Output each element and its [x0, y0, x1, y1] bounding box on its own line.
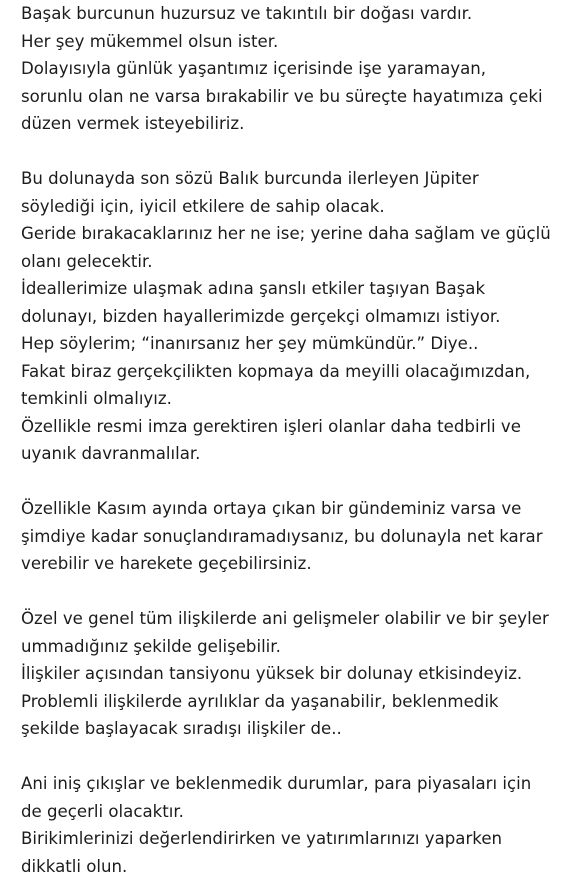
text-line: Özellikle Kasım ayında ortaya çıkan bir gündeminiz varsa ve: [21, 495, 573, 523]
text-line: Özellikle resmi imza gerektiren işleri olanlar daha tedbirli ve: [21, 413, 573, 441]
text-line: Geride bırakacaklarınız her ne ise; yerine daha sağlam ve güçlü: [21, 220, 573, 248]
text-line: şimdiye kadar sonuçlandıramadıysanız, bu dolunayla net karar: [21, 523, 573, 551]
text-line: Başak burcunun huzursuz ve takıntılı bir doğası vardır.: [21, 0, 573, 28]
text-line: Özel ve genel tüm ilişkilerde ani gelişmeler olabilir ve bir şeyler: [21, 605, 573, 633]
text-line: Her şey mükemmel olsun ister.: [21, 28, 573, 56]
text-line: şekilde başlayacak sıradışı ilişkiler de..: [21, 715, 573, 743]
text-line: Hep söylerim; “inanırsanız her şey mümkündür.” Diye..: [21, 330, 573, 358]
paragraph-2: [21, 165, 573, 468]
text-line: Ani iniş çıkışlar ve beklenmedik durumlar, para piyasaları için: [21, 770, 573, 798]
text-line: temkinli olmalıyız.: [21, 385, 573, 413]
text-line: dolunayı, bizden hayallerimizde gerçekçi olmamızı istiyor.: [21, 303, 573, 331]
paragraph-3: [21, 495, 573, 578]
text-line: dikkatli olun.: [21, 853, 573, 880]
text-line: ummadığınız şekilde gelişebilir.: [21, 633, 573, 661]
paragraph-1: [21, 0, 573, 138]
text-line: Bu dolunayda son sözü Balık burcunda ilerleyen Jüpiter: [21, 165, 573, 193]
paragraph-4: [21, 605, 573, 743]
text-line: Dolayısıyla günlük yaşantımız içerisinde işe yaramayan,: [21, 55, 573, 83]
text-line: İlişkiler açısından tansiyonu yüksek bir dolunay etkisindeyiz.: [21, 660, 573, 688]
text-line: düzen vermek isteyebiliriz.: [21, 110, 573, 138]
document-text: [21, 0, 573, 880]
text-line: uyanık davranmalılar.: [21, 440, 573, 468]
text-line: olanı gelecektir.: [21, 248, 573, 276]
text-line: verebilir ve harekete geçebilirsiniz.: [21, 550, 573, 578]
text-line: de geçerli olacaktır.: [21, 798, 573, 826]
text-line: İdeallerimize ulaşmak adına şanslı etkiler taşıyan Başak: [21, 275, 573, 303]
paragraph-5: [21, 770, 573, 880]
text-line: Birikimlerinizi değerlendirirken ve yatırımlarınızı yaparken: [21, 825, 573, 853]
text-line: Fakat biraz gerçekçilikten kopmaya da meyilli olacağımızdan,: [21, 358, 573, 386]
text-line: Problemli ilişkilerde ayrılıklar da yaşanabilir, beklenmedik: [21, 688, 573, 716]
text-line: söylediği için, iyicil etkilere de sahip olacak.: [21, 193, 573, 221]
text-line: sorunlu olan ne varsa bırakabilir ve bu süreçte hayatımıza çeki: [21, 83, 573, 111]
